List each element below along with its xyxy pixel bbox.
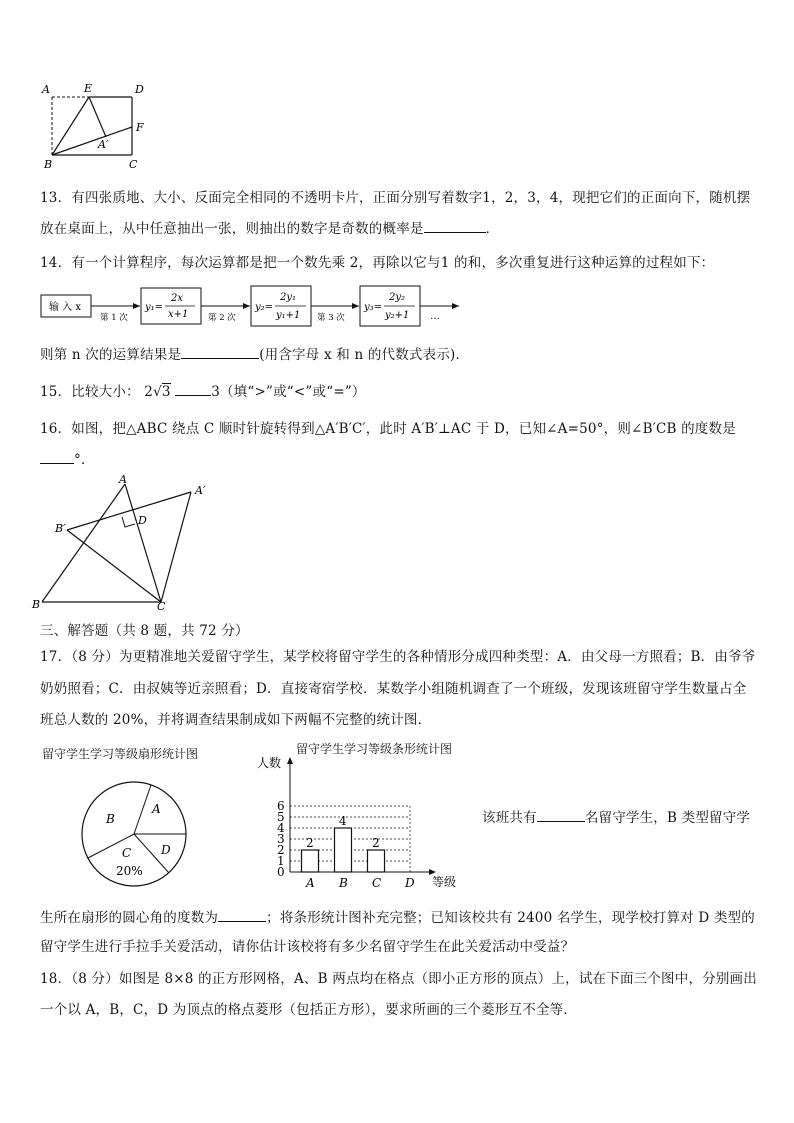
segment-A-prime-C (161, 492, 191, 602)
q14-answer-blank[interactable] (181, 344, 259, 359)
y1-denominator: x+1 (168, 309, 189, 320)
q15-answer-blank[interactable] (175, 381, 211, 396)
bar-chart-plot (257, 755, 456, 890)
bar-ytick-5: 5 (277, 810, 285, 824)
q15-radicand: 3 (161, 384, 171, 400)
bar-B (335, 828, 352, 872)
q17-line2: 奶奶照看；C．由叔姨等近亲照看；D．直接寄宿学校．某数学小组随机调查了一个班级，发现该班留守学生数量占全 (40, 681, 747, 697)
label-C: C (157, 600, 166, 612)
q14-program-flowchart (38, 283, 468, 331)
bar-value-label-C: 2 (372, 836, 380, 850)
q15-radical (144, 384, 170, 400)
label-D: D (135, 83, 144, 96)
pie-chart-title: 留守学生学习等级扇形统计图 (42, 747, 199, 761)
bar-A (302, 850, 319, 872)
label-B: B (44, 158, 53, 171)
q13-line1: 13．有四张质地、大小、反面完全相同的不透明卡片，正面分别写着数字1，2，3，4，现把它们的正面向下，随机摆 (40, 190, 751, 206)
pie-label-D: D (161, 843, 171, 857)
segment-BE (52, 97, 89, 155)
bar-ytick-6: 6 (277, 799, 285, 813)
pie-label-C-percent: 20% (116, 864, 143, 878)
bar-C (368, 850, 385, 872)
q18-line1: 18．（8 分）如图是 8×8 的正方形网格，A、B 两点均在格点（即小正方形的顶点）上，试在下面三个图中，分别画出 (40, 971, 757, 987)
q15-rhs: 3 (211, 384, 220, 400)
segment-AC (125, 484, 161, 602)
bar-xtick-A: A (306, 876, 315, 890)
bar-ytick-4: 4 (277, 821, 285, 835)
label-F: F (136, 121, 144, 134)
y3-numerator: 2y₂ (389, 292, 406, 303)
q14-line2 (40, 343, 469, 363)
y2-numerator: 2y₁ (280, 292, 297, 303)
q17-side-text (482, 806, 750, 826)
segment-BF (52, 127, 132, 155)
q16-line2-text: °． (74, 452, 95, 468)
q14-line2-text: 则第 n 次的运算结果是 (40, 347, 182, 363)
bar-value-label-A: 2 (306, 836, 314, 850)
pie-label-A: A (152, 802, 161, 816)
q16-rotation-figure (30, 472, 230, 612)
bar-chart (255, 755, 470, 895)
label-B-prime: B′ (55, 522, 66, 535)
label-A-prime: A′ (98, 138, 109, 151)
bar-ytick-1: 1 (277, 854, 285, 868)
label-D: D (138, 514, 147, 527)
bar-xtick-D: D (405, 876, 415, 890)
segment-EA-prime (89, 97, 106, 137)
q17-line5: 留守学生进行手拉手关爱活动，请你估计该校将有多少名留守学生在此关爱活动中受益？ (40, 939, 575, 955)
y2-lhs: y₂= (255, 302, 274, 313)
q18-line2: 一个以 A，B，C，D 为顶点的格点菱形（包括正方形），要求所画的三个菱形互不全等． (40, 1002, 578, 1018)
right-angle-mark (122, 517, 135, 527)
q13-line2-end: ． (485, 221, 500, 237)
bar-value-label-B: 4 (339, 814, 347, 828)
y3-denominator: y₂+1 (385, 310, 410, 321)
label-E: E (84, 82, 93, 95)
q13-line2-text: 放在桌面上，从中任意抽出一张，则抽出的数字是奇数的概率是 (40, 221, 424, 237)
q15-prefix: 15．比较大小： (40, 384, 140, 400)
bar-ytick-0: 0 (277, 865, 285, 879)
q17-line4 (40, 906, 755, 926)
y3-lhs: y₃= (364, 302, 383, 313)
q16-line2 (40, 448, 95, 468)
bar-y-axis-arrow (287, 757, 293, 764)
q14-line2-end: (用含字母 x 和 n 的代数式表示)． (259, 347, 470, 363)
segment-B-prime-C (67, 530, 161, 602)
ellipsis: … (430, 311, 440, 322)
q17-line3: 班总人数的 20%，并将调查结果制成如下两幅不完整的统计图． (40, 712, 432, 728)
bar-xtick-C: C (372, 876, 382, 890)
q16-line1: 16．如图，把△ABC 绕点 C 顺时针旋转得到△A′B′C′，此时 A′B′⊥AC 于 D，已知∠A=50°，则∠B′CB 的度数是 (40, 421, 736, 437)
q13-line2 (40, 217, 499, 237)
step2-label: 第 2 次 (208, 313, 236, 323)
q15-line (40, 380, 366, 400)
label-A: A (119, 473, 127, 486)
q17-line4-a: 生所在扇形的圆心角的度数为 (40, 910, 219, 926)
input-box-label: 输 入 x (49, 302, 81, 313)
q13-answer-blank[interactable] (424, 218, 486, 233)
sqrt-sign: √ (153, 384, 162, 400)
pie-chart (78, 778, 198, 898)
label-B: B (32, 598, 41, 611)
q17-line1: 17．（8 分）为更精准地关爱留守学生，某学校将留守学生的各种情形分成四种类型：A．由父母一方照看；B．由爷爷 (40, 649, 756, 665)
bar-ytick-3: 3 (277, 832, 285, 846)
y2-denominator: y₁+1 (276, 310, 301, 321)
q14-line1: 14．有一个计算程序，每次运算都是把一个数先乘 2，再除以它与1 的和，多次重复进行这种运算的过程如下： (40, 255, 715, 271)
label-A-prime: A′ (195, 484, 206, 497)
label-A: A (42, 83, 50, 96)
step1-label: 第 1 次 (100, 313, 128, 323)
y1-lhs: y₁= (145, 302, 164, 313)
label-C: C (129, 158, 138, 171)
q17-side-b: 名留守学生，B 类型留守学 (584, 810, 751, 826)
bar-ytick-2: 2 (277, 843, 285, 857)
q15-suffix: （填“>”或“<”或“=”） (219, 384, 366, 400)
pie-label-C: C (122, 846, 132, 860)
bar-chart-title: 留守学生学习等级条形统计图 (296, 742, 453, 756)
q17-side-a: 该班共有 (482, 810, 537, 826)
q15-coef: 2 (144, 384, 154, 400)
bar-ylabel: 人数 (257, 756, 282, 770)
pie-label-B: B (106, 812, 115, 826)
y1-numerator: 2x (171, 293, 184, 304)
q17-line4-b: ；将条形统计图补充完整；已知该校共有 2400 名学生，现学校打算对 D 类型的 (266, 910, 755, 926)
q16-answer-blank[interactable] (40, 449, 74, 464)
q17-count-blank[interactable] (537, 807, 585, 822)
bar-xtick-B: B (339, 876, 348, 890)
step3-label: 第 3 次 (317, 313, 345, 323)
q17-angle-blank[interactable] (218, 907, 266, 922)
bar-xlabel: 等级 (432, 875, 457, 889)
rectangle-fold-figure (38, 80, 158, 172)
section-3-heading: 三、解答题（共 8 题，共 72 分） (40, 623, 249, 639)
pie-divider-1 (134, 785, 151, 834)
